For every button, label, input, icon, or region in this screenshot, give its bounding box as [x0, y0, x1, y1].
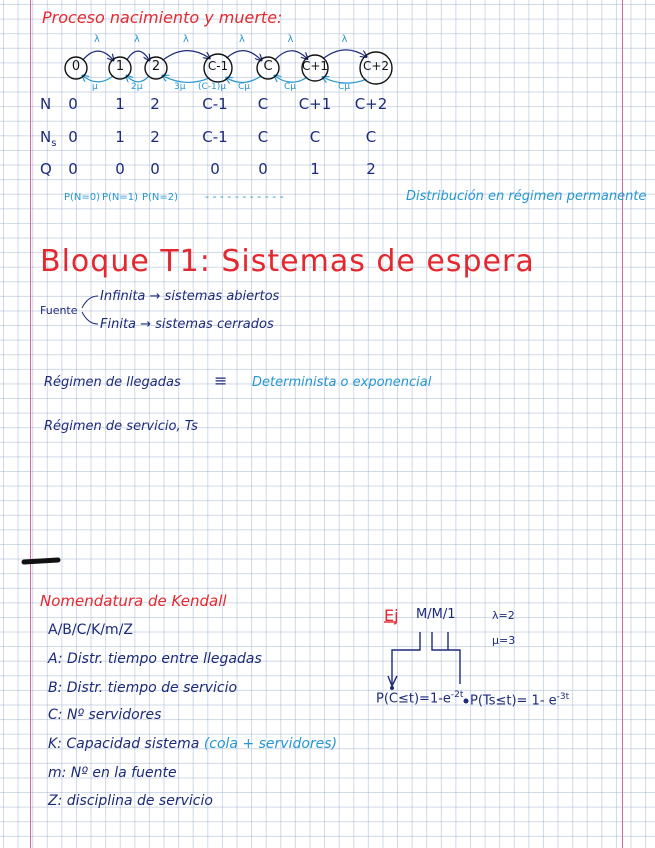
state-label: C-1: [207, 59, 229, 73]
state-label: C: [263, 59, 273, 74]
kendall-item-m: m: Nº en la fuente: [48, 765, 177, 781]
prob-label-0: P(N=0): [64, 192, 101, 203]
table-cell: C+2: [354, 95, 388, 113]
table-cell: 2: [150, 128, 160, 146]
mu-label: Cμ: [284, 82, 297, 92]
table-cell: 0: [150, 160, 160, 178]
llegadas-symbol: ≡: [214, 371, 228, 390]
table-cell: C: [257, 128, 269, 146]
state-label: 0: [71, 59, 81, 74]
kendall-item-b: B: Distr. tiempo de servicio: [48, 680, 238, 696]
table-cell: C: [309, 128, 321, 146]
table-cell: C: [365, 128, 377, 146]
table-cell: C-1: [202, 128, 228, 146]
kendall-item-z: Z: disciplina de servicio: [48, 793, 213, 809]
servicio-label: Régimen de servicio, Ts: [44, 419, 198, 434]
fuente-item-infinite: Infinita → sistemas abiertos: [100, 289, 280, 304]
kendall-format: A/B/C/K/m/Z: [48, 622, 133, 638]
state-label: C+1: [301, 59, 329, 73]
table-cell: C: [257, 95, 269, 113]
table-cell: 1: [115, 95, 125, 113]
mu-label: Cμ: [238, 82, 251, 92]
table-cell: 1: [115, 128, 125, 146]
mu-label: μ: [92, 82, 98, 92]
table-cell: 0: [210, 160, 220, 178]
llegadas-label: Régimen de llegadas: [44, 375, 181, 390]
llegadas-value: Determinista o exponencial: [252, 375, 432, 390]
fuente-label: Fuente: [40, 304, 78, 317]
table-cell: 2: [366, 160, 376, 178]
state-label: 2: [151, 59, 161, 74]
mu-label: 2μ: [131, 82, 143, 92]
example-formula-right: P(Ts≤t)= 1- $e^{-3t}$: [470, 692, 570, 709]
row-label-q: Q: [40, 160, 52, 178]
table-cell: 1: [310, 160, 320, 178]
table-cell: 0: [68, 160, 78, 178]
example-mu: μ=3: [492, 634, 516, 647]
table-cell: 0: [68, 95, 78, 113]
state-label: C+2: [362, 59, 390, 73]
state-label: 1: [115, 59, 125, 74]
dashes: - - - - - - - - - - -: [205, 190, 284, 203]
block-title: Bloque T1: Sistemas de espera: [40, 244, 535, 279]
kendall-k-note: (cola + servidores): [203, 736, 338, 752]
example-model: M/M/1: [416, 607, 456, 622]
table-cell: 0: [115, 160, 125, 178]
prob-label-2: P(N=2): [142, 192, 179, 203]
row-label-ns: $N_s$: [40, 128, 57, 149]
lambda-label: λ: [94, 34, 100, 45]
mu-label: 3μ: [174, 82, 186, 92]
kendall-title: Nomendatura de Kendall: [40, 592, 227, 610]
example-lambda: λ=2: [492, 609, 515, 622]
lambda-label: λ: [287, 34, 294, 45]
mu-label: Cμ: [338, 82, 351, 92]
fuente-item-finite: Finita → sistemas cerrados: [100, 317, 274, 332]
example-formula-left: $P(C\le t)=1-e^{-2t}$: [376, 690, 464, 707]
kendall-item-c: C: Nº servidores: [48, 707, 162, 723]
lambda-label: λ: [341, 34, 348, 45]
table-cell: 2: [150, 95, 160, 113]
table-cell: C-1: [202, 95, 228, 113]
distribution-note: Distribución en régimen permanente: [406, 189, 647, 204]
table-cell: 0: [258, 160, 268, 178]
table-cell: C+1: [298, 95, 332, 113]
row-label-n: N: [40, 95, 52, 113]
birth-death-title: Proceso nacimiento y muerte:: [42, 8, 283, 27]
example-label: Ej: [384, 606, 399, 625]
kendall-item-a: A: Distr. tiempo entre llegadas: [48, 651, 262, 667]
prob-label-1: P(N=1): [102, 192, 139, 203]
table-cell: 0: [68, 128, 78, 146]
kendall-item-k: K: Capacidad sistema (cola + servidores): [48, 736, 338, 752]
lambda-label: λ: [134, 34, 140, 45]
mu-label: (C-1)μ: [198, 82, 227, 92]
lambda-label: λ: [183, 34, 189, 45]
lambda-label: λ: [239, 34, 245, 45]
